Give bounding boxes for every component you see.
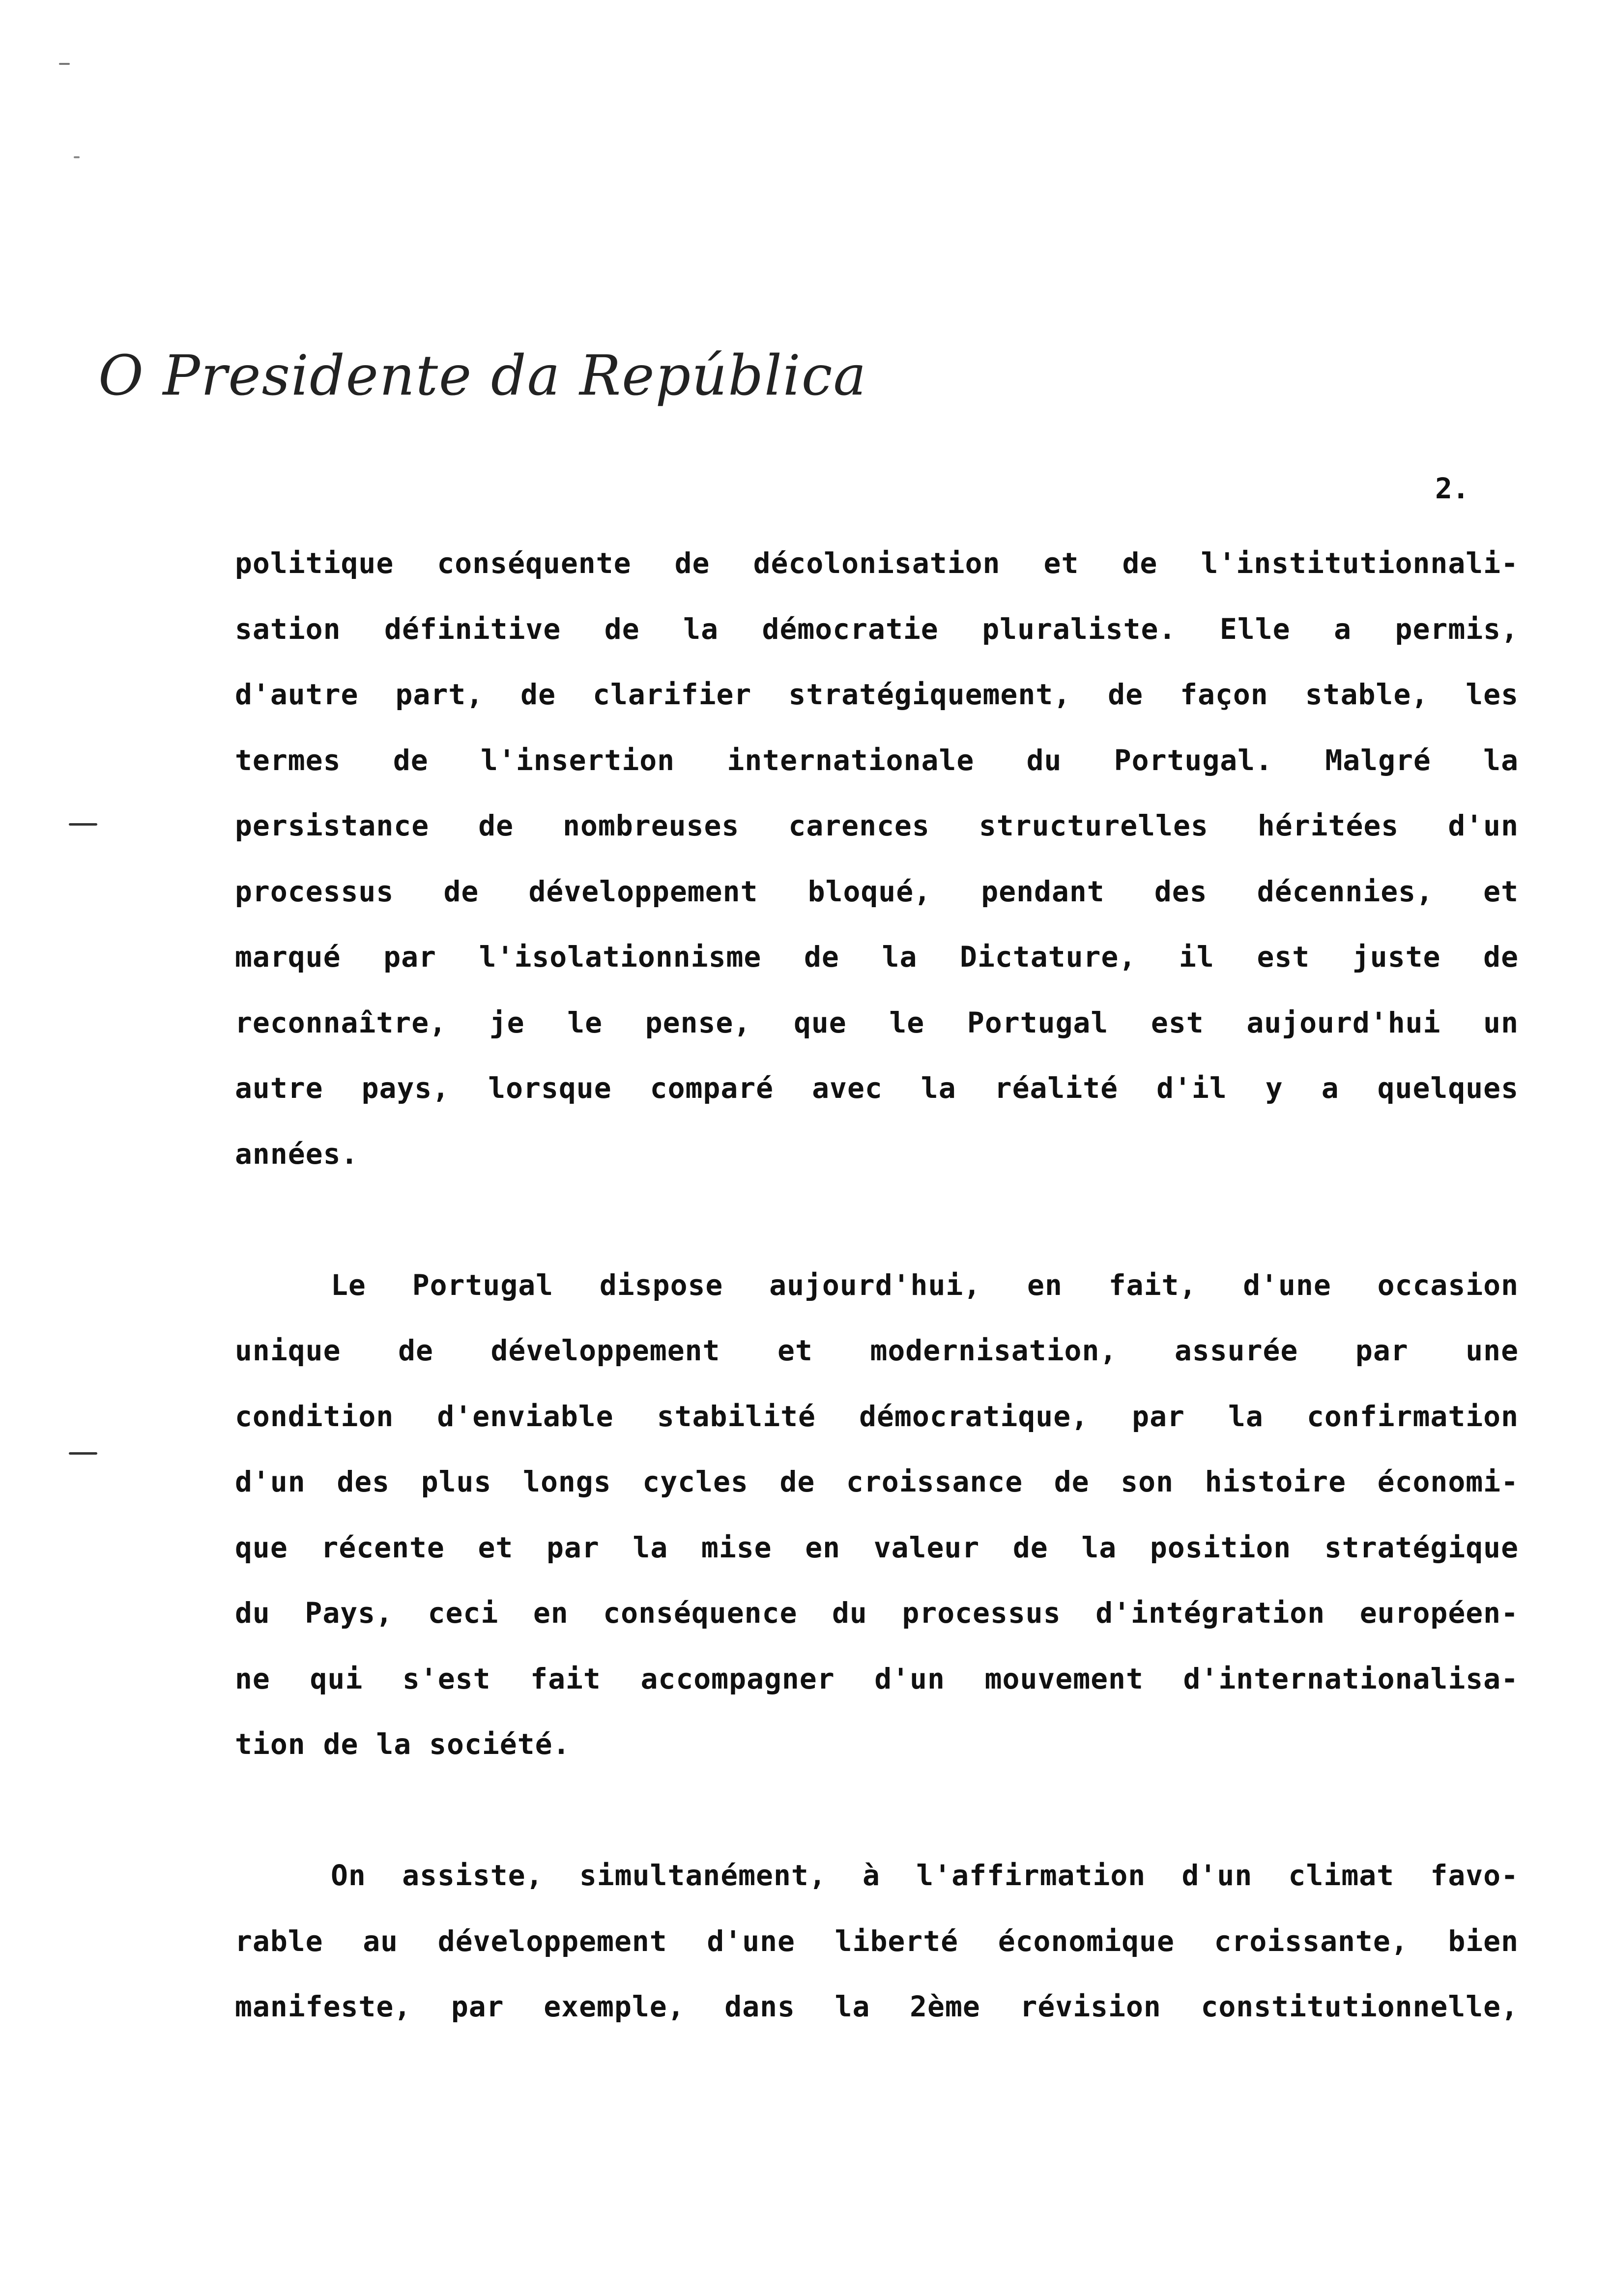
document-body <box>235 531 1519 2040</box>
text-line: politique conséquente de décolonisation et de l'institutionnali- <box>235 546 1519 580</box>
text-line: On assiste, simultanément, à l'affirmation d'un climat favo- <box>331 1859 1519 1892</box>
letterhead: O Presidente da República <box>98 344 867 408</box>
paragraph-1 <box>235 531 1519 1187</box>
text-line: autre pays, lorsque comparé avec la réalité d'il y a quelques <box>235 1071 1519 1105</box>
text-line: années. <box>235 1137 359 1171</box>
paragraph-gap <box>235 1778 1519 1843</box>
text-line: marqué par l'isolationnisme de la Dictature, il est juste de <box>235 940 1519 974</box>
text-line: du Pays, ceci en conséquence du processus d'intégration européen- <box>235 1596 1519 1630</box>
margin-mark <box>69 1452 97 1455</box>
scan-mark <box>59 63 70 65</box>
text-line: rable au développement d'une liberté économique croissante, bien <box>235 1924 1519 1958</box>
text-line: persistance de nombreuses carences structurelles héritées d'un <box>235 809 1519 842</box>
text-line: ne qui s'est fait accompagner d'un mouvement d'internationalisa- <box>235 1662 1519 1695</box>
text-line: processus de développement bloqué, pendant des décennies, et <box>235 874 1519 908</box>
paragraph-gap <box>235 1187 1519 1253</box>
text-line: condition d'enviable stabilité démocratique, par la confirmation <box>235 1399 1519 1433</box>
text-line: Le Portugal dispose aujourd'hui, en fait, d'une occasion <box>331 1268 1519 1302</box>
text-line: unique de développement et modernisation, assurée par une <box>235 1334 1519 1367</box>
text-line: manifeste, par exemple, dans la 2ème révision constitutionnelle, <box>235 1990 1519 2023</box>
margin-mark <box>69 823 97 826</box>
scan-mark <box>74 156 80 158</box>
text-line: d'autre part, de clarifier stratégiquement, de façon stable, les <box>235 678 1519 711</box>
text-line: d'un des plus longs cycles de croissance de son histoire économi- <box>235 1465 1519 1498</box>
text-line: que récente et par la mise en valeur de la position stratégique <box>235 1530 1519 1564</box>
text-line: sation définitive de la démocratie pluraliste. Elle a permis, <box>235 612 1519 646</box>
page-number: 2. <box>1435 472 1469 505</box>
text-line: tion de la société. <box>235 1727 571 1761</box>
text-line: termes de l'insertion internationale du Portugal. Malgré la <box>235 743 1519 777</box>
paragraph-2 <box>235 1253 1519 1778</box>
paragraph-3 <box>235 1843 1519 2040</box>
text-line: reconnaître, je le pense, que le Portugal est aujourd'hui un <box>235 1005 1519 1039</box>
